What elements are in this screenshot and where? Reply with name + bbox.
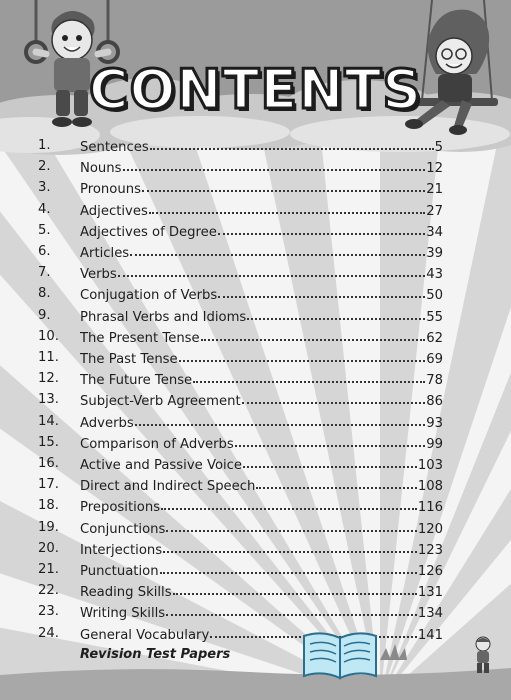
toc-entry-title: The Past Tense [80,352,178,367]
toc-entry-line [80,241,443,264]
toc-entry-page: 120 [417,521,443,537]
toc-entry-line [80,474,443,497]
toc-entry[interactable] [0,283,511,304]
revision-test-papers: Revision Test Papers [80,647,231,662]
toc-dot-leader [218,220,425,235]
toc-entry[interactable] [0,517,511,538]
toc-entry-number: 17. [38,477,59,493]
toc-entry[interactable] [0,495,511,516]
toc-entry[interactable] [0,347,511,368]
toc-entry-title: Pronouns [80,182,141,198]
toc-entry[interactable] [0,241,511,262]
toc-entry[interactable] [0,538,511,559]
toc-entry-number: 16. [38,456,59,471]
toc-dot-leader [163,538,417,553]
toc-entry-page: 93 [426,415,443,431]
toc-entry[interactable] [0,623,511,644]
toc-entry-number: 9. [38,307,51,323]
toc-entry-number: 3. [38,180,51,196]
toc-dot-leader [149,199,425,214]
toc-entry-number: 14. [38,413,59,429]
toc-entry-number: 2. [38,159,51,175]
toc-entry-title: Prepositions [80,500,161,516]
toc-entry-number: 21. [38,562,59,577]
toc-entry-line [80,368,443,391]
toc-entry-page: 78 [426,373,443,389]
toc-entry-title: Reading Skills [80,585,172,601]
toc-dot-leader [256,474,416,489]
toc-entry[interactable] [0,601,511,622]
toc-entry-page: 50 [426,288,443,304]
toc-entry-number: 4. [38,201,51,217]
toc-entry-number: 22. [38,583,59,599]
toc-entry-number: 10. [38,328,59,344]
toc-entry-title: Conjugation of Verbs [80,288,218,304]
toc-entry-line [80,262,443,285]
toc-entry-line [80,411,443,434]
toc-entry[interactable] [0,474,511,495]
toc-entry-page: 86 [426,394,443,410]
toc-entry-page: 69 [426,352,443,367]
toc-dot-leader [235,432,425,447]
toc-entry-line [80,305,443,328]
toc-entry-line [80,177,443,200]
toc-entry-title: Phrasal Verbs and Idioms [80,309,247,325]
toc-entry-page: 134 [417,606,443,622]
toc-entry-line [80,389,443,412]
toc-entry[interactable] [0,559,511,580]
toc-dot-leader [247,305,425,320]
toc-entry[interactable] [0,326,511,347]
toc-entry-line [80,580,443,603]
small-kid-illustration [470,636,496,676]
toc-entry-line [80,601,443,624]
toc-entry-line [80,623,443,646]
toc-entry-title: Subject-Verb Agreement [80,394,241,410]
toc-entry[interactable] [0,262,511,283]
toc-entry-line [80,220,443,243]
toc-entry-line [80,495,443,518]
toc-entry-title: Nouns [80,161,122,177]
toc-entry[interactable] [0,135,511,156]
toc-entry-line [80,135,443,158]
toc-entry-line [80,326,443,349]
toc-dot-leader [160,559,417,574]
toc-entry-number: 6. [38,244,51,259]
toc-dot-leader [179,347,426,362]
toc-entry-title: Adjectives [80,203,148,219]
toc-entry-number: 12. [38,371,59,387]
toc-entry-title: Adverbs [80,415,134,431]
toc-entry-line [80,283,443,306]
toc-dot-leader [130,241,425,256]
toc-entry-title: Conjunctions [80,521,166,537]
toc-entry-number: 15. [38,434,59,450]
toc-entry[interactable] [0,453,511,474]
toc-entry-number: 1. [38,138,51,153]
toc-dot-leader [243,453,417,468]
toc-entry[interactable] [0,220,511,241]
toc-entry-line [80,199,443,222]
toc-entry-title: Active and Passive Voice [80,458,243,473]
toc-entry[interactable] [0,156,511,177]
toc-entry[interactable] [0,411,511,432]
toc-entry-page: 126 [417,564,443,579]
toc-entry[interactable] [0,368,511,389]
toc-entry-page: 21 [426,182,443,198]
toc-entry-title: Writing Skills [80,606,166,622]
toc-entry-line [80,453,443,476]
toc-entry-title: Verbs [80,267,117,283]
toc-dot-leader [166,517,416,532]
toc-entry-number: 24. [38,625,59,641]
toc-entry-page: 123 [417,542,443,558]
toc-entry-number: 23. [38,604,59,620]
toc-dot-leader [135,411,425,426]
toc-entry-page: 27 [426,203,443,219]
toc-entry-title: Sentences [80,140,149,155]
toc-entry-page: 116 [417,500,443,516]
toc-entry-number: 13. [38,392,59,408]
toc-entry-page: 34 [426,224,443,240]
toc-dot-leader [142,177,425,192]
open-book-icon [300,630,380,682]
toc-entry-number: 18. [38,498,59,514]
toc-entry-title: Interjections [80,542,163,558]
toc-entry-line [80,347,443,370]
toc-entry-line [80,432,443,455]
toc-entry-number: 11. [38,350,59,365]
toc-entry[interactable] [0,305,511,326]
toc-entry-page: 99 [426,436,443,452]
toc-entry-title: Punctuation [80,564,159,579]
toc-entry-number: 20. [38,540,59,556]
toc-entry-title: Direct and Indirect Speech [80,479,256,495]
toc-entry-number: 5. [38,222,51,238]
toc-entry-title: General Vocabulary [80,627,210,643]
toc-entry-page: 131 [417,585,443,601]
toc-entry[interactable] [0,432,511,453]
toc-dot-leader [166,601,417,616]
toc-entry[interactable] [0,389,511,410]
toc-entry-page: 103 [417,458,443,473]
toc-dot-leader [161,495,417,510]
toc-entry-number: 7. [38,265,51,281]
toc-entry-number: 8. [38,286,51,302]
toc-entry-title: The Present Tense [80,330,200,346]
toc-dot-leader [218,283,425,298]
toc-entry-title: The Future Tense [80,373,193,389]
toc-entry[interactable] [0,580,511,601]
toc-entry[interactable] [0,177,511,198]
toc-dot-leader [150,135,434,150]
toc-entry-page: 43 [426,267,443,283]
toc-entry-line [80,538,443,561]
toc-entry-page: 141 [417,627,443,643]
toc-dot-leader [193,368,425,383]
toc-dot-leader [201,326,426,341]
toc-entry-number: 19. [38,519,59,535]
toc-entry-line [80,517,443,540]
toc-dot-leader [173,580,417,595]
toc-entry-page: 62 [426,330,443,346]
page-title: CONTENTS [88,58,423,121]
toc-entry-page: 5 [434,140,443,155]
toc-dot-leader [123,156,426,171]
toc-dot-leader [118,262,425,277]
toc-entry-page: 12 [426,161,443,177]
toc-entry-title: Articles [80,246,130,261]
toc-entry-line [80,156,443,179]
toc-entry-page: 39 [426,246,443,261]
toc-entry-title: Adjectives of Degree [80,224,217,240]
toc-entry-title: Comparison of Adverbs [80,436,234,452]
toc-entry[interactable] [0,199,511,220]
toc-entry-line [80,559,443,582]
toc-dot-leader [242,389,426,404]
toc-entry-page: 108 [417,479,443,495]
toc-entry-page: 55 [426,309,443,325]
